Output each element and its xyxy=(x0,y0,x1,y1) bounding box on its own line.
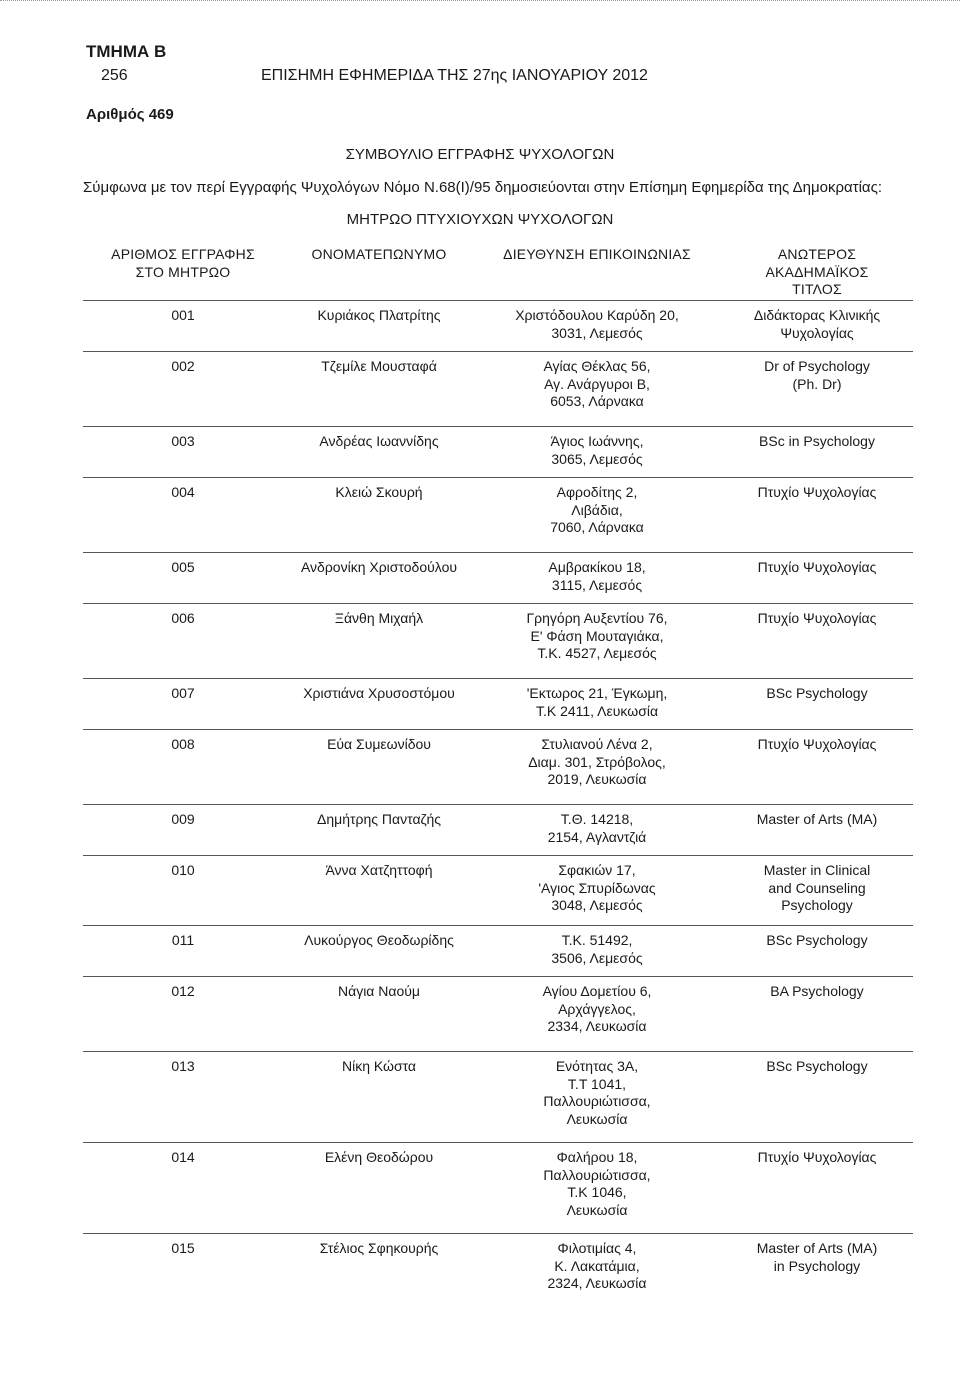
table-row xyxy=(83,426,913,477)
table-row xyxy=(83,729,913,804)
table-row xyxy=(83,804,913,855)
address-line: Τ.Κ. 4527, Λεμεσός xyxy=(537,645,657,661)
contact-address xyxy=(475,358,719,411)
address-line: Στυλιανού Λένα 2, xyxy=(541,736,653,752)
contact-address xyxy=(475,484,719,537)
address-line: 3506, Λεμεσός xyxy=(551,949,643,966)
registration-number: 010 xyxy=(171,862,195,878)
title-line: Master in Clinical xyxy=(763,862,871,878)
contact-address xyxy=(475,610,719,663)
address-line: Λευκωσία xyxy=(566,1201,628,1218)
contact-address xyxy=(475,736,719,789)
address-line: Τ.Κ 2411, Λευκωσία xyxy=(535,702,659,719)
address-line: Τ.Θ. 14218, xyxy=(560,811,634,827)
psychologist-name: Ξάνθη Μιχαήλ xyxy=(334,610,424,626)
row-divider xyxy=(83,351,913,352)
address-line: Άγιος Ιωάννης, xyxy=(550,433,644,449)
title-line: BSc Psychology xyxy=(766,932,868,948)
address-line: Αγ. Ανάργυροι Β, xyxy=(544,375,650,392)
psychologist-name: Εύα Συμεωνίδου xyxy=(327,736,431,752)
academic-title xyxy=(721,559,913,577)
row-divider xyxy=(83,1142,913,1143)
table-row xyxy=(83,925,913,976)
registration-number: 003 xyxy=(171,433,195,449)
academic-title xyxy=(721,862,913,915)
title-line: Dr of Psychology xyxy=(764,358,870,374)
psychologist-name: Λυκούργος Θεοδωρίδης xyxy=(304,932,454,948)
title-line: BSc in Psychology xyxy=(759,433,875,449)
contact-address xyxy=(475,862,719,915)
title-line: Πτυχίο Ψυχολογίας xyxy=(757,559,877,575)
row-divider xyxy=(83,729,913,730)
academic-title xyxy=(721,358,913,393)
address-line: Ε' Φάση Μουταγιάκα, xyxy=(530,627,664,644)
title-line: BA Psychology xyxy=(770,983,864,999)
title-line: Πτυχίο Ψυχολογίας xyxy=(757,1149,877,1165)
address-line: 6053, Λάρνακα xyxy=(550,393,644,409)
contact-address xyxy=(475,559,719,594)
table-row xyxy=(83,477,913,552)
psychologist-name: Χριστιάνα Χρυσοστόμου xyxy=(303,685,455,701)
header-full-name: ΟΝΟΜΑΤΕΠΩΝΥΜΟ xyxy=(311,246,447,262)
academic-title xyxy=(721,1149,913,1167)
address-line: Λιβάδια, xyxy=(571,501,623,518)
title-line: Διδάκτορας Κλινικής xyxy=(753,307,881,323)
registration-number: 015 xyxy=(171,1240,195,1256)
page-top-rule xyxy=(0,0,960,5)
contact-address xyxy=(475,1149,719,1219)
table-row xyxy=(83,1233,913,1303)
contact-address xyxy=(475,307,719,342)
registration-number: 005 xyxy=(171,559,195,575)
row-divider xyxy=(83,976,913,977)
registration-number: 011 xyxy=(171,932,195,948)
row-divider xyxy=(83,1233,913,1234)
address-line: Κ. Λακατάμια, xyxy=(554,1257,640,1274)
row-divider xyxy=(83,1051,913,1052)
registration-number: 002 xyxy=(171,358,195,374)
title-line: BSc Psychology xyxy=(766,685,868,701)
title-line: Πτυχίο Ψυχολογίας xyxy=(757,736,877,752)
table-header xyxy=(83,246,913,300)
address-line: 2019, Λευκωσία xyxy=(547,771,647,787)
title-line: Master of Arts (MA) xyxy=(756,811,878,827)
psychologist-name: Ελένη Θεοδώρου xyxy=(324,1149,434,1165)
registration-number: 014 xyxy=(171,1149,195,1165)
section-heading: ΤΜΗΜΑ Β xyxy=(86,42,167,61)
academic-title xyxy=(721,932,913,950)
table-row xyxy=(83,1142,913,1233)
address-line: Τ.Κ 1046, xyxy=(567,1184,627,1200)
table-row xyxy=(83,351,913,426)
academic-title xyxy=(721,433,913,451)
row-divider xyxy=(83,925,913,926)
address-line: Σφακιών 17, xyxy=(558,862,636,878)
address-line: 2154, Αγλαντζιά xyxy=(547,828,647,845)
table-row xyxy=(83,552,913,603)
psychologist-name: Δημήτρης Πανταζής xyxy=(317,811,441,827)
intro-text: Σύμφωνα με τον περί Εγγραφής Ψυχολόγων Νόμο Ν.68(Ι)/95 δημοσιεύονται στην Επίσημη Εφημερίδα της Δημοκρατίας: xyxy=(83,179,882,196)
title-line: in Psychology xyxy=(773,1257,861,1274)
psychologist-name: Ανδρονίκη Χριστοδούλου xyxy=(300,559,458,575)
contact-address xyxy=(475,932,719,967)
psychologist-name: Τζεμίλε Μουσταφά xyxy=(321,358,437,374)
address-line: Αρχάγγελος, xyxy=(558,1000,636,1017)
psychologist-name: Ανδρέας Ιωαννίδης xyxy=(319,433,439,449)
address-line: 'Εκτωρος 21, Έγκωμη, xyxy=(526,685,668,701)
address-line: Τ.Τ 1041, xyxy=(567,1075,627,1092)
contact-address xyxy=(475,433,719,468)
table-body xyxy=(83,300,913,1303)
address-line: Τ.Κ. 51492, xyxy=(561,932,633,948)
council-name: ΣΥΜΒΟΥΛΙΟ ΕΓΓΡΑΦΗΣ ΨΥΧΟΛΟΓΩΝ xyxy=(345,146,615,163)
table-row xyxy=(83,603,913,678)
registry-table xyxy=(83,246,913,1303)
address-line: Αμβρακίκου 18, xyxy=(548,559,646,575)
contact-address xyxy=(475,685,719,720)
registry-title: ΜΗΤΡΩΟ ΠΤΥΧΙΟΥΧΩΝ ΨΥΧΟΛΟΓΩΝ xyxy=(346,211,614,228)
academic-title xyxy=(721,811,913,829)
table-row xyxy=(83,678,913,729)
academic-title xyxy=(721,685,913,703)
title-line: Πτυχίο Ψυχολογίας xyxy=(757,610,877,626)
registration-number: 012 xyxy=(171,983,195,999)
address-line: Παλλουριώτισσα, xyxy=(543,1166,651,1183)
address-line: 3115, Λεμεσός xyxy=(551,576,643,593)
row-divider xyxy=(83,678,913,679)
psychologist-name: Κυριάκος Πλατρίτης xyxy=(317,307,441,323)
address-line: Φαλήρου 18, xyxy=(556,1149,638,1165)
title-line: Ψυχολογίας xyxy=(780,324,854,341)
address-line: 3048, Λεμεσός xyxy=(551,897,643,913)
page-number: 256 xyxy=(101,67,128,84)
title-line: Psychology xyxy=(781,897,853,913)
contact-address xyxy=(475,811,719,846)
row-divider xyxy=(83,603,913,604)
academic-title xyxy=(721,1058,913,1076)
title-line: and Counseling xyxy=(768,879,866,896)
academic-title xyxy=(721,983,913,1001)
address-line: 3065, Λεμεσός xyxy=(551,450,643,467)
address-line: 3031, Λεμεσός xyxy=(551,324,643,341)
address-line: 'Αγιος Σπυρίδωνας xyxy=(538,879,656,896)
table-row xyxy=(83,976,913,1051)
address-line: Γρηγόρη Αυξεντίου 76, xyxy=(526,610,668,626)
row-divider xyxy=(83,855,913,856)
header-contact-address: ΔΙΕΥΘΥΝΣΗ ΕΠΙΚΟΙΝΩΝΙΑΣ xyxy=(503,246,691,262)
academic-title xyxy=(721,1240,913,1275)
contact-address xyxy=(475,983,719,1036)
address-line: Αφροδίτης 2, xyxy=(556,484,638,500)
row-divider xyxy=(83,426,913,427)
registration-number: 007 xyxy=(171,685,195,701)
registration-number: 004 xyxy=(171,484,195,500)
title-line: (Ph. Dr) xyxy=(792,375,842,392)
address-line: Χριστόδουλου Καρύδη 20, xyxy=(515,307,679,323)
academic-title xyxy=(721,307,913,342)
header-academic-title: ΑΝΩΤΕΡΟΣ ΑΚΑΔΗΜΑΪΚΟΣ ΤΙΤΛΟΣ xyxy=(765,246,869,297)
address-line: Παλλουριώτισσα, xyxy=(543,1093,651,1109)
psychologist-name: Κλειώ Σκουρή xyxy=(335,484,423,500)
registration-number: 013 xyxy=(171,1058,195,1074)
table-row xyxy=(83,1051,913,1142)
notice-number: Αριθμός 469 xyxy=(86,106,174,123)
psychologist-name: Στέλιος Σφηκουρής xyxy=(319,1240,439,1256)
academic-title xyxy=(721,484,913,502)
address-line: 2324, Λευκωσία xyxy=(547,1275,647,1291)
psychologist-name: Νάγια Ναούμ xyxy=(337,983,420,999)
table-row xyxy=(83,300,913,351)
contact-address xyxy=(475,1240,719,1293)
address-line: 2334, Λευκωσία xyxy=(547,1018,647,1034)
contact-address xyxy=(475,1058,719,1128)
psychologist-name: Άννα Χατζηττοφή xyxy=(325,862,433,878)
psychologist-name: Νίκη Κώστα xyxy=(341,1058,417,1074)
registration-number: 001 xyxy=(171,307,195,323)
title-line: BSc Psychology xyxy=(766,1058,868,1074)
address-line: Αγίου Δομετίου 6, xyxy=(542,983,652,999)
title-line: Master of Arts (MA) xyxy=(756,1240,878,1256)
academic-title xyxy=(721,736,913,754)
row-divider xyxy=(83,477,913,478)
address-line: Ενότητας 3Α, xyxy=(555,1058,639,1074)
table-row xyxy=(83,855,913,925)
registration-number: 009 xyxy=(171,811,195,827)
gazette-title: ΕΠΙΣΗΜΗ ΕΦΗΜΕΡΙΔΑ ΤΗΣ 27ης ΙΑΝΟΥΑΡΙΟΥ 2012 xyxy=(261,67,648,84)
registration-number: 008 xyxy=(171,736,195,752)
address-line: Διαμ. 301, Στρόβολος, xyxy=(528,753,666,770)
address-line: Λευκωσία xyxy=(566,1110,628,1127)
academic-title xyxy=(721,610,913,628)
address-line: Αγίας Θέκλας 56, xyxy=(543,358,651,374)
row-divider xyxy=(83,552,913,553)
registration-number: 006 xyxy=(171,610,195,626)
address-line: Φιλοτιμίας 4, xyxy=(557,1240,637,1256)
row-divider xyxy=(83,300,913,301)
header-registration-number: ΑΡΙΘΜΟΣ ΕΓΓΡΑΦΗΣ ΣΤΟ ΜΗΤΡΩΟ xyxy=(111,246,255,280)
address-line: 7060, Λάρνακα xyxy=(550,519,644,535)
title-line: Πτυχίο Ψυχολογίας xyxy=(757,484,877,500)
row-divider xyxy=(83,804,913,805)
